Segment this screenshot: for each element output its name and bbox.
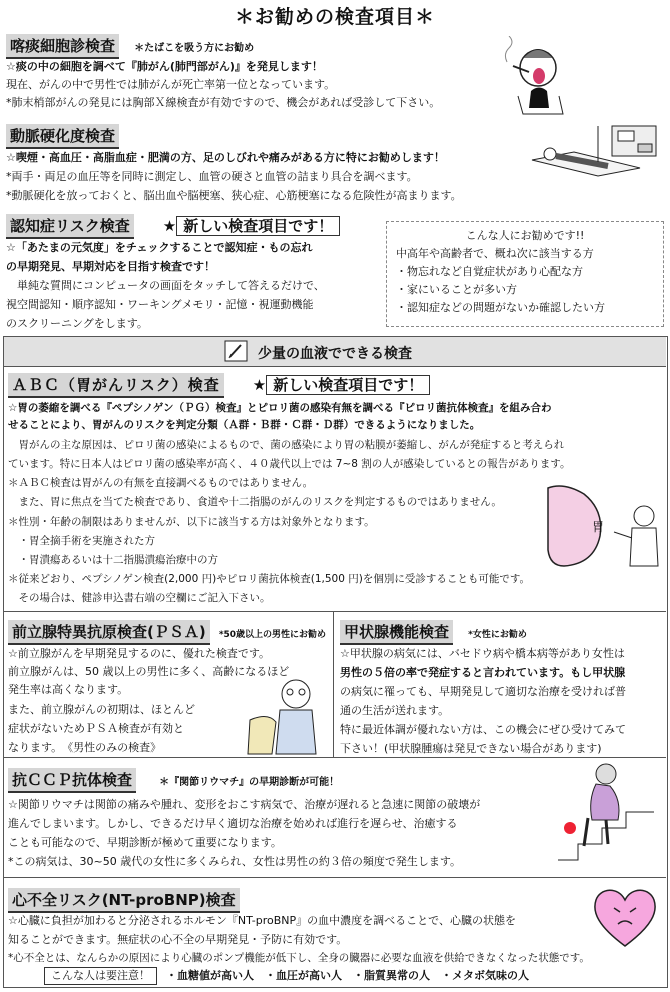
elderly-woman-illustration <box>548 760 664 866</box>
heart-line-3: *心不全とは、なんらかの原因により心臓のポンプ機能が低下し、全身の臓器に必要な血液を供給できなくなった状態です。 <box>8 952 590 964</box>
psa-line-3: 発生率は高くなります。 <box>8 683 129 696</box>
attention-items: ・血糖値が高い人 ・血圧が高い人 ・脂質異常の人 ・メタボ気味の人 <box>166 969 529 982</box>
arterio-line-3: *動脈硬化を放っておくと、脳出血や脳梗塞、狭心症、心筋梗塞になる危険性が高まります。 <box>6 189 462 202</box>
psa-title: 前立腺特異抗原検査(ＰＳＡ) <box>8 620 210 645</box>
abc-line-3: 胃がんの主な原因は、ピロリ菌の感染によるもので、菌の感染により胃の粘膜が萎縮し、がんが発症すると考えられ <box>8 439 565 451</box>
ccp-note: ＊『関節リウマチ』の早期診断が可能！ <box>159 777 340 788</box>
dementia-title: 認知症リスク検査 <box>6 214 134 239</box>
psa-line-6: なります。 《男性のみの検査》 <box>8 741 162 754</box>
psa-line-2: 前立腺がんは、50 歳以上の男性に多く、高齢になるほど <box>8 665 290 678</box>
sputum-note: ＊たばこを吸う方にお勧め <box>134 43 255 54</box>
sputum-title: 喀痰細胞診検査 <box>6 34 119 59</box>
abc-line-5: ＊ＡＢＣ検査は胃がんの有無を直接調べるものではありません。 <box>8 477 314 489</box>
dementia-section <box>6 214 340 239</box>
ccp-title: 抗ＣＣＰ抗体検査 <box>8 768 136 793</box>
sputum-line-2: 現在、がんの中で男性では肺がんが死亡率第一位となっています。 <box>6 78 336 91</box>
blood-tests-title: 少量の血液でできる検査 <box>258 346 412 362</box>
dementia-line-1: ☆「あたまの元気度」をチェックすることで認知症・もの忘れ <box>6 241 313 254</box>
recommend-box-line-3: ・家にいることが多い方 <box>396 283 517 296</box>
heart-line-1: ☆心臓に負担が加わると分泌されるホルモン『NT-proBNP』の血中濃度を調べることで、心臓の状態を <box>8 914 516 927</box>
abc-line-4: ています。特に日本人はピロリ菌の感染率が高く、４０歳代以上では 7~8 割の人が感染しているとの報告があります。 <box>8 458 571 470</box>
abc-line-7: ＊性別・年齢の制限はありませんが、以下に該当する方は対象外となります。 <box>8 516 375 528</box>
abc-line-6: また、胃に焦点を当てた検査であり、食道や十二指腸のがんのリスクを判定するものではありません。 <box>8 496 502 508</box>
abc-line-10: ＊従来どおり、ペプシノゲン検査(2,000 円)やピロリ菌抗体検査(1,500 円)を個別に受診することも可能です。 <box>8 573 530 585</box>
thyroid-line-1: ☆甲状腺の病気には、バセドウ病や橋本病等があり女性は <box>340 647 625 660</box>
ccp-line-4: *この病気は、30~50 歳代の女性に多くみられ、女性は男性の約３倍の頻度で発生します。 <box>8 855 461 868</box>
abc-line-8: ・胃全摘手術を実施された方 <box>8 535 155 547</box>
bed-examination-illustration <box>528 116 666 184</box>
ccp-line-3: ことも可能なので、早期診断が極めて重要になります。 <box>8 836 282 849</box>
abc-line-9: ・胃潰瘍あるいは十二指腸潰瘍治療中の方 <box>8 554 218 566</box>
attention-label: こんな人は要注意！ <box>44 967 157 985</box>
thyroid-title: 甲状腺機能検査 <box>340 620 453 645</box>
sputum-section <box>6 34 254 59</box>
heart-line-2: 知ることができます。無症状の心不全の早期発見・予防に有効です。 <box>8 933 348 946</box>
ccp-line-2: 進んでしまいます。しかし、できるだけ早く適切な治療を始めれば進行を遅らせ、治癒する <box>8 817 458 830</box>
divider-heart-top <box>4 877 666 878</box>
divider-ccp-top <box>4 757 666 758</box>
arterio-line-2: *両手・両足の血圧等を同時に測定し、血管の硬さと血管の詰まり具合を調べます。 <box>6 170 418 183</box>
psa-line-5: 症状がないためＰＳＡ検査が有効と <box>8 722 184 735</box>
psa-line-4: また、前立腺がんの初期は、ほとんど <box>8 703 195 716</box>
thyroid-line-3: の病気に罹っても、早期発見して適切な治療を受ければ普 <box>340 685 626 698</box>
dementia-new-badge: 新しい検査項目です！ <box>176 216 340 236</box>
dementia-line-5: のスクリーニングをします。 <box>6 317 148 330</box>
thyroid-line-5: 特に最近体調が優れない方は、この機会にぜひ受けてみて <box>340 723 626 736</box>
smoker-illustration <box>493 36 573 116</box>
dementia-line-3: 単純な質問にコンピュータの画面をタッチして答えるだけで、 <box>6 279 325 292</box>
arterio-line-1: ☆喫煙・高血圧・高脂血症・肥満の方、足のしびれや痛みがある方に特にお勧めします！ <box>6 151 445 164</box>
sputum-line-3: *肺末梢部がんの発見には胸部Ｘ線検査が有効ですので、機会があれば受診して下さい。 <box>6 96 441 109</box>
recommend-box-line-1: 中高年や高齢者で、概ね次に該当する方 <box>396 247 594 260</box>
heart-section <box>8 888 240 913</box>
abc-line-1: ☆胃の萎縮を調べる『ペプシノゲン（ＰＧ）検査』とピロリ菌の感染有無を調べる『ピロリ菌抗体検査』を組み合わ <box>8 402 552 414</box>
abc-star-icon: ★ <box>252 376 267 394</box>
page-title: ＊お勧めの検査項目＊ <box>234 6 435 28</box>
abc-section <box>8 373 430 398</box>
divider-psa-top <box>4 611 666 612</box>
heart-title: 心不全リスク(NT-proBNP)検査 <box>8 888 240 913</box>
thyroid-line-4: 通の生活が送れます。 <box>340 704 450 717</box>
recommend-box-line-4: ・認知症などの問題がないか確認したい方 <box>396 301 605 314</box>
arterio-section <box>6 124 119 149</box>
divider-psa-thyroid <box>333 611 334 757</box>
thyroid-line-2: 男性の５倍の率で発症すると言われています。もし甲状腺 <box>340 666 626 679</box>
recommend-box-line-2: ・物忘れなど自覚症状があり心配な方 <box>396 265 583 278</box>
thyroid-line-6: 下さい！(甲状腺腫瘍は発見できない場合があります) <box>340 742 602 755</box>
sputum-line-1: ☆痰の中の細胞を調べて『肺がん(肺門部がん)』を発見します！ <box>6 60 323 73</box>
dementia-star-icon: ★ <box>162 217 177 235</box>
dementia-line-4: 視空間認知・順序認知・ワーキングメモリ・記憶・視運動機能 <box>6 298 314 311</box>
recommend-box-title: こんな人にお勧めです!! <box>465 229 585 242</box>
psa-line-1: ☆前立腺がんを早期発見するのに、優れた検査です。 <box>8 647 270 660</box>
thyroid-note: *女性にお勧め <box>468 630 527 640</box>
stomach-label: 胃 <box>592 520 605 534</box>
abc-line-11: その場合は、健診申込書右端の空欄にご記入下さい。 <box>8 592 271 604</box>
thyroid-section <box>340 620 527 645</box>
doctor-illustration <box>246 676 322 756</box>
ccp-line-1: ☆関節リウマチは関節の痛みや腫れ、変形をおこす病気で、治療が遅れると急速に関節の破壊が <box>8 798 481 811</box>
abc-new-badge: 新しい検査項目です！ <box>266 375 430 395</box>
psa-note: *50歳以上の男性にお勧め <box>218 630 327 640</box>
abc-title: ＡＢＣ（胃がんリスク）検査 <box>8 373 224 398</box>
arterio-title: 動脈硬化度検査 <box>6 124 119 149</box>
psa-section <box>8 620 326 645</box>
dementia-line-2: の早期発見、早期対応を目指す検査です！ <box>6 260 215 273</box>
ccp-section <box>8 768 339 793</box>
abc-line-2: せることにより、胃がんのリスクを判定分類（Ａ群・Ｂ群・Ｃ群・Ｄ群）できるようになりました。 <box>8 419 481 431</box>
heart-face-illustration <box>590 884 660 950</box>
